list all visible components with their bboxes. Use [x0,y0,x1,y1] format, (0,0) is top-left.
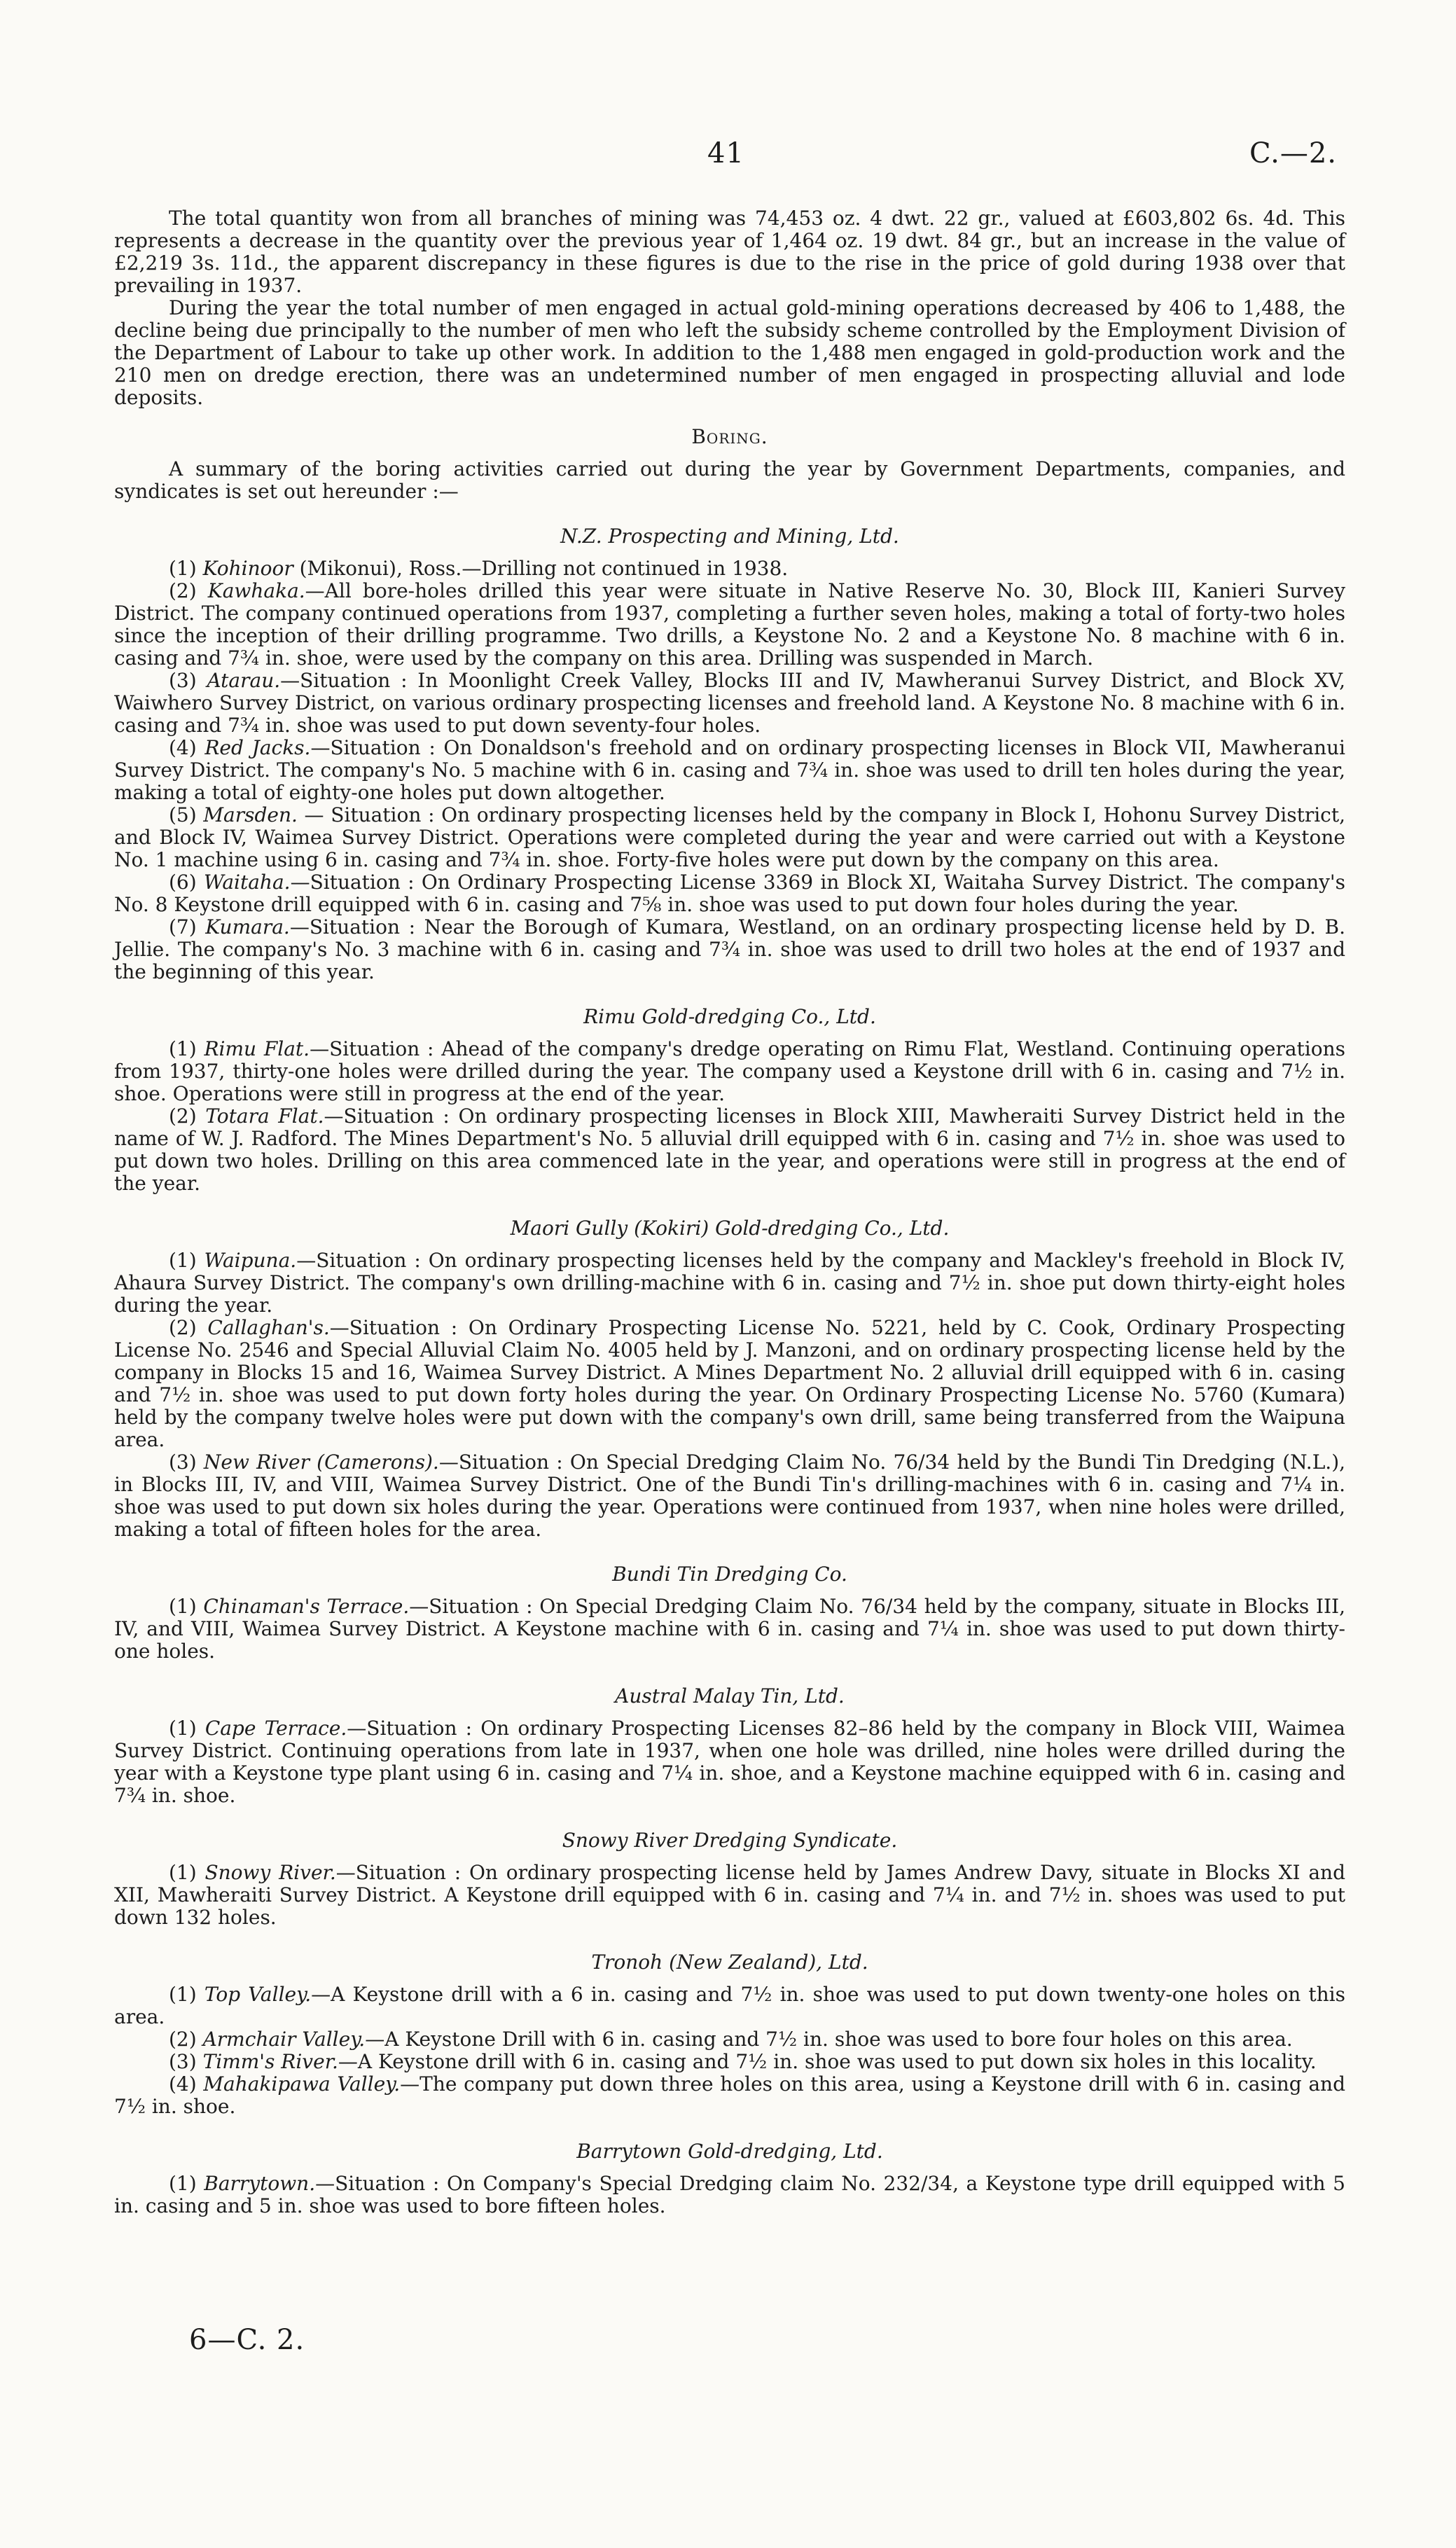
item-locality: New River (Camerons). [203,1450,439,1474]
section-title: Tronoh (New Zealand), Ltd. [591,1951,868,1974]
item-locality: Cape Terrace. [204,1717,347,1740]
item-locality: Marsden. [203,803,298,826]
boring-item [114,1717,1345,1807]
item-locality: Chinaman's Terrace. [203,1595,410,1618]
item-text: —Situation : On ordinary prospecting licenses in Block XIII, Mawheraiti Survey District held in the name of W. J. Radford. The Mines Department's No. 5 alluvial drill equipped with 6 in. casing and 7½ in. shoe was used to put down two holes. Drilling on this area commenced late in the year, and operations were still in progress at the end of the year. [114,1105,1346,1195]
boring-summary: A summary of the boring activities carried out during the year by Government Departments, companies, and syndicates is set out hereunder :— [114,457,1345,503]
boring-item [114,1249,1345,1317]
item-locality: Armchair Valley. [202,2028,366,2051]
item-locality: Red Jacks. [204,736,311,759]
item-text: —A Keystone Drill with 6 in. casing and 7½ in. shoe was used to bore four holes on this area. [365,2028,1293,2051]
item-number: (1) [169,1861,205,1884]
item-text: —The company put down three holes on this area, using a Keystone drill with 6 in. casing and 7½ in. shoe. [114,2072,1346,2118]
boring-item [114,2073,1345,2118]
boring-item [114,1317,1345,1451]
item-number: (6) [169,871,204,894]
intro-paragraph: During the year the total number of men engaged in actual gold-mining operations decreased by 406 to 1,488, the decline being due principally to the number of men who left the subsidy scheme controlled by the Employment Division of the Department of Labour to take up other work. In addition to the 1,488 men engaged in gold-production work and the 210 men on dredge erection, there was an undetermined number of men engaged in prospecting alluvial and lode deposits. [114,296,1345,409]
page-signature: 6—C. 2. [189,2324,305,2356]
boring-item [114,1983,1345,2028]
item-number: (3) [169,1450,204,1474]
item-text: —Situation : On ordinary Prospecting Licenses 82–86 held by the company in Block VIII, Waimea Survey District. Continuing operations from late in 1937, when one hole was drilled, nine holes were drilled during the year with a Keystone type plant using 6 in. casing and 7¼ in. shoe, and a Keystone machine equipped with 6 in. casing and 7¾ in. shoe. [114,1717,1345,1807]
item-text: —Situation : On Company's Special Dredging claim No. 232/34, a Keystone type drill equipped with 5 in. casing and 5 in. shoe was used to bore fifteen holes. [114,2172,1345,2217]
section-title: N.Z. Prospecting and Mining, Ltd. [560,525,899,548]
item-locality: Waipuna. [204,1249,297,1272]
item-text: —Situation : On Special Dredging Claim No. 76/34 held by the company, situate in Blocks III, IV, and VIII, Waimea Survey District. A Keystone machine with 6 in. casing and 7¼ in. shoe was used to put down thirty-one holes. [114,1595,1345,1663]
boring-item [114,1105,1345,1195]
section-title: Austral Malay Tin, Ltd. [615,1684,845,1708]
item-number: (4) [169,736,205,759]
item-text: —Situation : On ordinary prospecting license held by James Andrew Davy, situate in Blocks XI and XII, Mawheraiti Survey District. A Keystone drill equipped with 6 in. casing and 7¼ in. and 7½ in. shoes was used to put down 132 holes. [114,1861,1346,1929]
item-text: (Mikonui), Ross.—Drilling not continued in 1938. [293,557,789,580]
boring-item [114,804,1345,871]
boring-item [114,1862,1345,1929]
document-body [114,207,1345,2217]
item-locality: Mahakipawa Valley. [203,2072,401,2096]
item-locality: Atarau. [207,669,281,692]
boring-item [114,871,1345,916]
item-locality: Barrytown. [204,2172,316,2195]
item-number: (1) [169,1595,204,1618]
item-text: —A Keystone drill with a 6 in. casing and 7½ in. shoe was used to put down twenty-one holes on this area. [114,1983,1345,2028]
item-text: —Situation : On ordinary prospecting licenses held by the company and Mackley's freehold in Block IV, Ahaura Survey District. The company's own drilling-machine with 6 in. casing and 7½ in. shoe put down thirty-eight holes during the year. [114,1249,1345,1317]
item-number: (2) [169,579,208,602]
boring-item [114,580,1345,670]
boring-item [114,2028,1345,2051]
item-number: (1) [169,1037,204,1060]
item-text: —Situation : On Special Dredging Claim No. 76/34 held by the Bundi Tin Dredging (N.L.), in Blocks III, IV, and VIII, Waimea Survey District. One of the Bundi Tin's drilling-machines with 6 in. casing and 7¼ in. shoe was used to put down six holes during the year. Operations were continued from 1937, when nine holes were drilled, making a total of fifteen holes for the area. [114,1450,1346,1541]
item-number: (3) [169,669,207,692]
report-code: C.—2. [1249,137,1337,169]
item-locality: Kumara. [205,915,290,939]
item-text: —All bore-holes drilled this year were situate in Native Reserve No. 30, Block III, Kanieri Survey District. The company continued operations from 1937, completing a further seven holes, making a total of forty-two holes since the inception of their drilling programme. Two drills, a Keystone No. 2 and a Keystone No. 8 machine with 6 in. casing and 7¾ in. shoe, were used by the company on this area. Drilling was suspended in March. [114,579,1345,670]
item-text: —Situation : Ahead of the company's dredge operating on Rimu Flat, Westland. Continuing operations from 1937, thirty-one holes were drilled during the year. The company used a Keystone drill with 6 in. casing and 7½ in. shoe. Operations were still in progress at the end of the year. [114,1037,1346,1105]
item-locality: Totara Flat. [205,1105,324,1128]
sections-container [114,525,1345,2217]
section-title: Barrytown Gold-dredging, Ltd. [576,2140,883,2163]
page-number: 41 [707,137,744,169]
item-text: —Situation : In Moonlight Creek Valley, Blocks III and IV, Mawheranui Survey District, and Block XV, Waiwhero Survey District, on various ordinary prospecting licenses and freehold land. A Keystone No. 8 machine with 6 in. casing and 7¾ in. shoe was used to put down seventy-four holes. [114,669,1346,737]
item-text: —Situation : On Donaldson's freehold and on ordinary prospecting licenses in Block VII, Mawheranui Survey District. The company's No. 5 machine with 6 in. casing and 7¾ in. shoe was used to drill ten holes during the year, making a total of eighty-one holes put down altogether. [114,736,1346,804]
item-locality: Kohinoor [202,557,293,580]
item-locality: Callaghan's. [207,1316,330,1339]
item-number: (1) [169,2172,204,2195]
item-text: —A Keystone drill with 6 in. casing and 7½ in. shoe was used to put down six holes in this locality. [338,2050,1317,2073]
intro-paragraph: The total quantity won from all branches of mining was 74,453 oz. 4 dwt. 22 gr., valued at £603,802 6s. 4d. This represents a decrease in the quantity over the previous year of 1,464 oz. 19 dwt. 84 gr., but an increase in the value of £2,219 3s. 11d., the apparent discrepancy in these figures is due to the rise in the price of gold during 1938 over that prevailing in 1937. [114,207,1345,297]
item-number: (4) [169,2072,204,2096]
item-number: (5) [169,803,204,826]
item-number: (1) [169,1983,204,2006]
section-title: Rimu Gold-dredging Co., Ltd. [583,1005,876,1028]
boring-item [114,1451,1345,1541]
boring-item [114,2051,1345,2073]
item-text: —Situation : Near the Borough of Kumara, Westland, on an ordinary prospecting license held by D. B. Jellie. The company's No. 3 machine with 6 in. casing and 7¾ in. shoe was used to drill two holes at the end of 1937 and the beginning of this year. [114,915,1346,983]
item-number: (2) [169,1105,206,1128]
item-locality: Waitaha. [203,871,291,894]
boring-item [114,1595,1345,1663]
item-number: (2) [169,1316,208,1339]
item-text: —Situation : On Ordinary Prospecting License No. 5221, held by C. Cook, Ordinary Prospecting License No. 2546 and Special Alluvial Claim No. 4005 held by J. Manzoni, and on ordinary prospecting license held by the company in Blocks 15 and 16, Waimea Survey District. A Mines Department No. 2 alluvial drill equipped with 6 in. casing and 7½ in. shoe was used to put down forty holes during the year. On Ordinary Prospecting License No. 5760 (Kumara) held by the company twelve holes were put down with the company's own drill, same being transferred from the Waipuna area. [114,1316,1345,1451]
item-number: (1) [169,557,203,580]
item-locality: Top Valley. [204,1983,312,2006]
item-locality: Rimu Flat. [204,1037,310,1060]
section-title: Bundi Tin Dredging Co. [612,1563,847,1586]
boring-heading: Boring. [691,425,768,448]
boring-item [114,558,1345,580]
item-locality: Kawhaka. [207,579,305,602]
item-text: — Situation : On ordinary prospecting licenses held by the company in Block I, Hohonu Survey District, and Block IV, Waimea Survey District. Operations were completed during the year and were carried out with a Keystone No. 1 machine using 6 in. casing and 7¾ in. shoe. Forty-five holes were put down by the company on this area. [114,803,1346,871]
section-title: Snowy River Dredging Syndicate. [562,1829,898,1852]
section-title: Maori Gully (Kokiri) Gold-dredging Co., Ltd. [510,1217,950,1240]
item-number: (1) [169,1717,205,1740]
item-locality: Snowy River. [204,1861,336,1884]
item-number: (1) [169,1249,204,1272]
boring-item [114,1038,1345,1105]
boring-item [114,737,1345,804]
item-text: —Situation : On Ordinary Prospecting License 3369 in Block XI, Waitaha Survey District. The company's No. 8 Keystone drill equipped with 6 in. casing and 7⅝ in. shoe was used to put down four holes during the year. [114,871,1346,916]
item-locality: Timm's River. [202,2050,338,2073]
boring-item [114,916,1345,983]
item-number: (3) [169,2050,203,2073]
boring-item [114,670,1345,737]
item-number: (7) [169,915,206,939]
boring-item [114,2173,1345,2217]
item-number: (2) [169,2028,203,2051]
